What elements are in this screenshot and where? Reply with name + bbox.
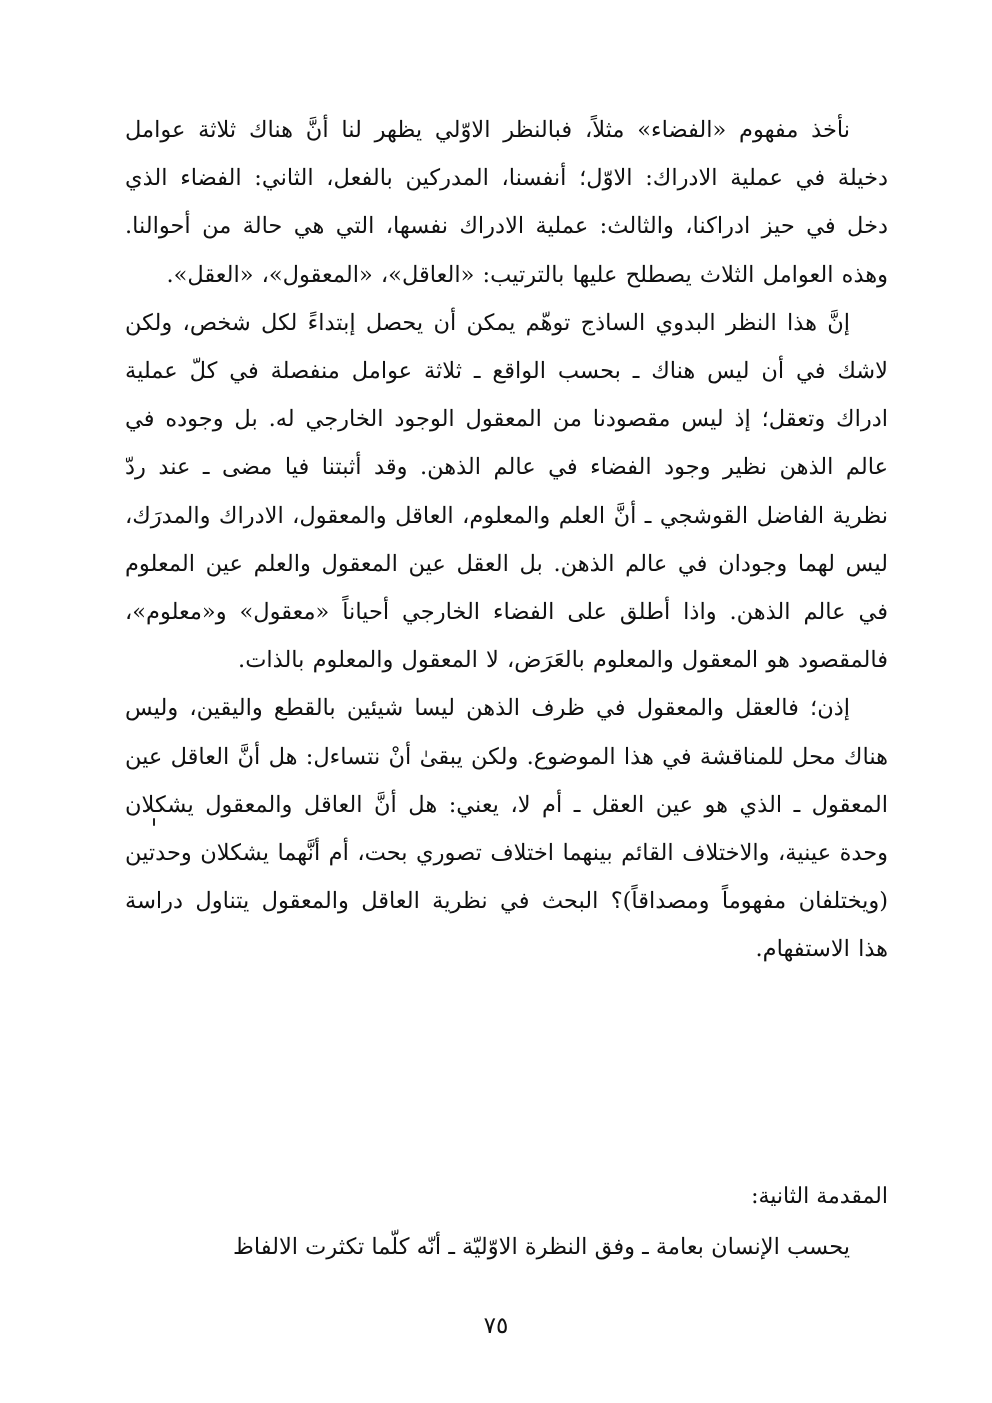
paragraph-4: يحسب الإنسان بعامة ـ وفق النظرة الاوّليّة ـ أنّه كلّما تكثرت الالفاظ (233, 1234, 850, 1260)
ink-speck (153, 818, 155, 826)
paragraph-2: إنَّ هذا النظر البدوي الساذج توهّم يمكن أن يحصل إبتداءً لكل شخص، ولكن لاشك في أن ليس هناك ـ بحسب الواقع ـ ثلاثة عوامل منفصلة في كلّ عملية ادراك وتعقل؛ إذ ليس مقصودنا من المعقول الوجود الخارجي له. بل وجوده في عالم الذهن نظير وجود الفضاء في عالم الذهن. وقد أثبتنا فيا مضى ـ عند ردّ نظرية الفاضل القوشجي ـ أنَّ العلم والمعلوم، العاقل والمعقول، الادراك والمدرَك، ليس لهما وجودان في عالم الذهن. بل العقل عين المعقول والعلم عين المعلوم في عالم الذهن. واذا أطلق على الفضاء الخارجي أحياناً «معقول» و«معلوم»، فالمقصود هو المعقول والمعلوم بالعَرَض، لا المعقول والمعلوم بالذات. (125, 309, 888, 674)
paragraph-1: نأخذ مفهوم «الفضاء» مثلاً، فبالنظر الاوّلي يظهر لنا أنَّ هناك ثلاثة عوامل دخيلة في عملية الادراك: الاوّل؛ أنفسنا، المدركين بالفعل، الثاني: الفضاء الذي دخل في حيز ادراكنا، والثالث: عملية الادراك نفسها، التي هي حالة من أحوالنا. وهذه العوامل الثلاث يصطلح عليها بالترتيب: «العاقل»، «المعقول»، «العقل». (125, 117, 888, 288)
page-number: ٧٥ (483, 1313, 509, 1339)
section-heading: المقدمة الثانية: (751, 1184, 888, 1209)
paragraph-3: إذن؛ فالعقل والمعقول في ظرف الذهن ليسا شيئين بالقطع واليقين، وليس هناك محل للمناقشة في هذا الموضوع. ولكن يبقىٰ أنْ نتساءل: هل أنَّ العاقل عين المعقول ـ الذي هو عين العقل ـ أم لا، يعني: هل أنَّ العاقل والمعقول يشكلان وحدة عينية، والاختلاف القائم بينهما اختلاف تصوري بحت، أم أنَّهما يشكلان وحدتين (ويختلفان مفهوماً ومصداقاً)؟ البحث في نظرية العاقل والمعقول يتناول دراسة هذا الاستفهام. (125, 695, 888, 963)
main-text (125, 106, 888, 974)
